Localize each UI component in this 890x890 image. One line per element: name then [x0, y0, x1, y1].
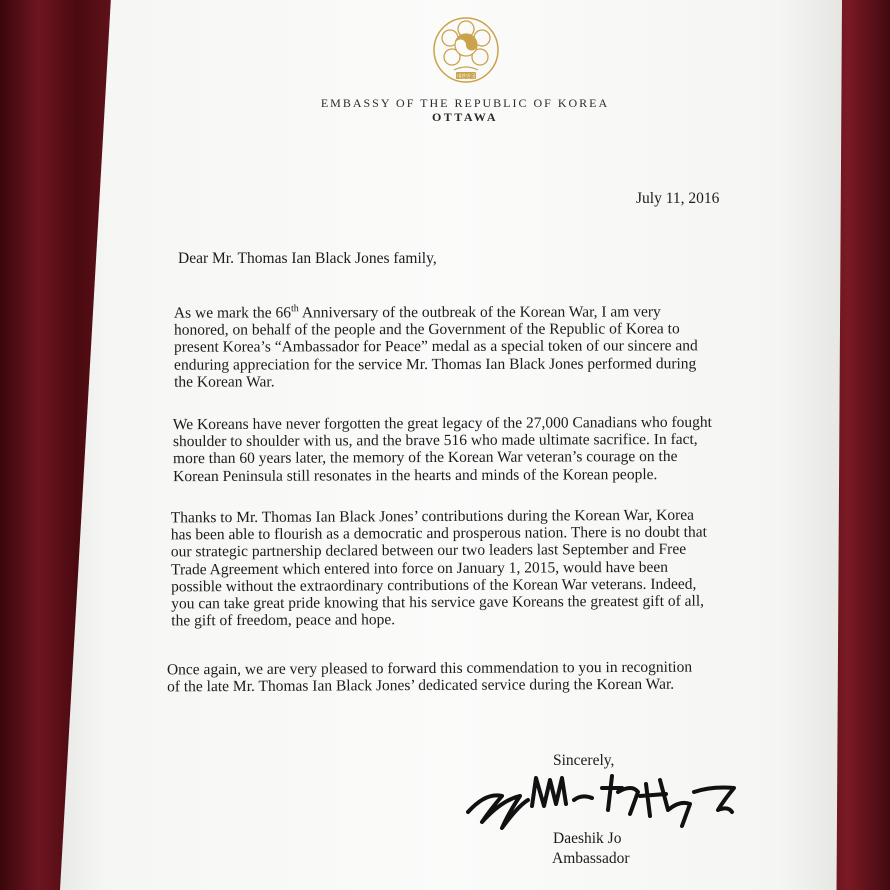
- embassy-city: OTTAWA: [431, 110, 499, 124]
- signer-title: Ambassador: [552, 850, 630, 867]
- paragraph-3-line: you can take great pride knowing that his service gave Koreans the greatest gift of all,: [171, 592, 705, 613]
- paragraph-3-line: our strategic partnership declared between our two leaders last September and Free: [170, 541, 687, 561]
- signer-name: Daeshik Jo: [553, 830, 622, 847]
- closing: Sincerely,: [553, 752, 615, 769]
- paragraph-1-line-5: the Korean War.: [174, 373, 275, 391]
- paragraph-4-line: Once again, we are very pleased to forward this commendation to you in recognition: [166, 658, 693, 679]
- svg-text:대한민국: 대한민국: [456, 74, 476, 80]
- embassy-seal-icon: [432, 16, 500, 84]
- paragraph-3-line: Trade Agreement which entered into force on January 1, 2015, would have been: [170, 558, 669, 579]
- paragraph-1-line-1: As we mark the 66th Anniversary of the outbreak of the Korean War, I am very: [173, 303, 661, 322]
- paragraph-2-line: shoulder to shoulder with us, and the brave 516 who made ultimate sacrifice. In fact,: [172, 431, 698, 451]
- paragraph-2-line: more than 60 years later, the memory of the Korean War veteran’s courage on the: [173, 448, 678, 468]
- embassy-name: EMBASSY OF THE REPUBLIC OF KOREA: [320, 96, 610, 110]
- paragraph-1-line-2: honored, on behalf of the people and the Government of the Republic of Korea to: [173, 320, 680, 339]
- letter-date: July 11, 2016: [636, 190, 720, 207]
- paragraph-1: [174, 303, 698, 390]
- paragraph-2-line: Korean Peninsula still resonates in the hearts and minds of the Korean people.: [173, 465, 658, 485]
- paragraph-3: [171, 507, 708, 630]
- paragraph-3-line: the gift of freedom, peace and hope.: [171, 611, 396, 630]
- paragraph-4-line: of the late Mr. Thomas Ian Black Jones’ dedicated service during the Korean War.: [167, 675, 675, 696]
- paragraph-4: [167, 659, 692, 696]
- paragraph-1-line-3: present Korea’s “Ambassador for Peace” medal as a special token of our sincere and: [173, 337, 698, 357]
- paragraph-2: [173, 414, 712, 485]
- paragraph-2-line: We Koreans have never forgotten the great legacy of the 27,000 Canadians who fought: [172, 413, 712, 434]
- paragraph-1-line-4: enduring appreciation for the service Mr. Thomas Ian Black Jones performed during: [174, 354, 697, 374]
- paragraph-3-line: has been able to flourish as a democratic and prosperous nation. There is no doubt that: [170, 523, 707, 544]
- salutation: Dear Mr. Thomas Ian Black Jones family,: [178, 250, 437, 267]
- paragraph-3-line: Thanks to Mr. Thomas Ian Black Jones’ contributions during the Korean War, Korea: [170, 506, 695, 527]
- paragraph-3-line: possible without the extraordinary contributions of the Korean War veterans. Indeed,: [171, 575, 697, 596]
